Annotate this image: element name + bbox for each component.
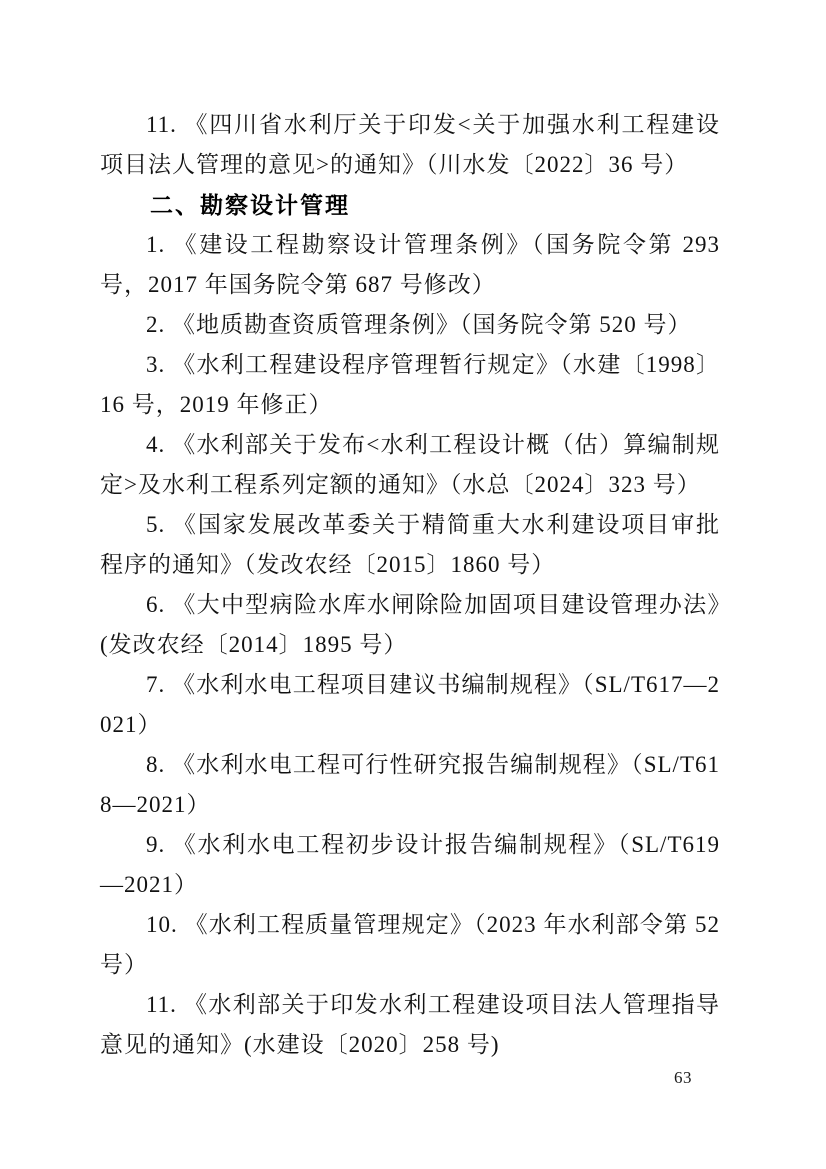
list-item-design-estimate-compilation-notice: 4. 《水利部关于发布<水利工程设计概（估）算编制规定>及水利工程系列定额的通知》（水总〔2024〕323 号） (100, 432, 720, 497)
section-heading-survey-design-management: 二、勘察设计管理 (150, 192, 350, 218)
list-item-mwr-legal-person-guidance-notice: 11. 《水利部关于印发水利工程建设项目法人管理指导意见的通知》(水建设〔2020〕258 号) (100, 992, 720, 1057)
list-item-feasibility-study-report-code: 8. 《水利水电工程可行性研究报告编制规程》（SL/T618—2021） (100, 752, 720, 817)
list-item-construction-survey-design-regulation: 1. 《建设工程勘察设计管理条例》（国务院令第 293 号，2017 年国务院令第 687 号修改） (100, 232, 720, 297)
list-item-ndrc-approval-procedure-notice: 5. 《国家发展改革委关于精简重大水利建设项目审批程序的通知》（发改农经〔2015〕1860 号） (100, 512, 720, 577)
page-footer (0, 1068, 692, 1088)
list-item-water-project-procedure-interim-rules: 3. 《水利工程建设程序管理暂行规定》（水建〔1998〕16 号，2019 年修正） (100, 352, 720, 417)
list-item-quality-management-rules: 10. 《水利工程质量管理规定》（2023 年水利部令第 52 号） (100, 912, 721, 977)
page-number: 63 (674, 1068, 692, 1087)
document-body (100, 105, 720, 1065)
list-item-preliminary-design-report-code: 9. 《水利水电工程初步设计报告编制规程》（SL/T619—2021） (100, 832, 720, 897)
list-item-project-proposal-compilation-code: 7. 《水利水电工程项目建议书编制规程》（SL/T617—2021） (100, 672, 720, 737)
list-item-reservoir-sluice-reinforcement-measures: 6. 《大中型病险水库水闸除险加固项目建设管理办法》(发改农经〔2014〕1895 号） (100, 592, 720, 657)
list-item-geological-survey-qualification-regulation: 2. 《地质勘查资质管理条例》（国务院令第 520 号） (146, 312, 692, 337)
list-item-sichuan-legal-person-notice: 11. 《四川省水利厅关于印发<关于加强水利工程建设项目法人管理的意见>的通知》（川水发〔2022〕36 号） (100, 112, 720, 177)
